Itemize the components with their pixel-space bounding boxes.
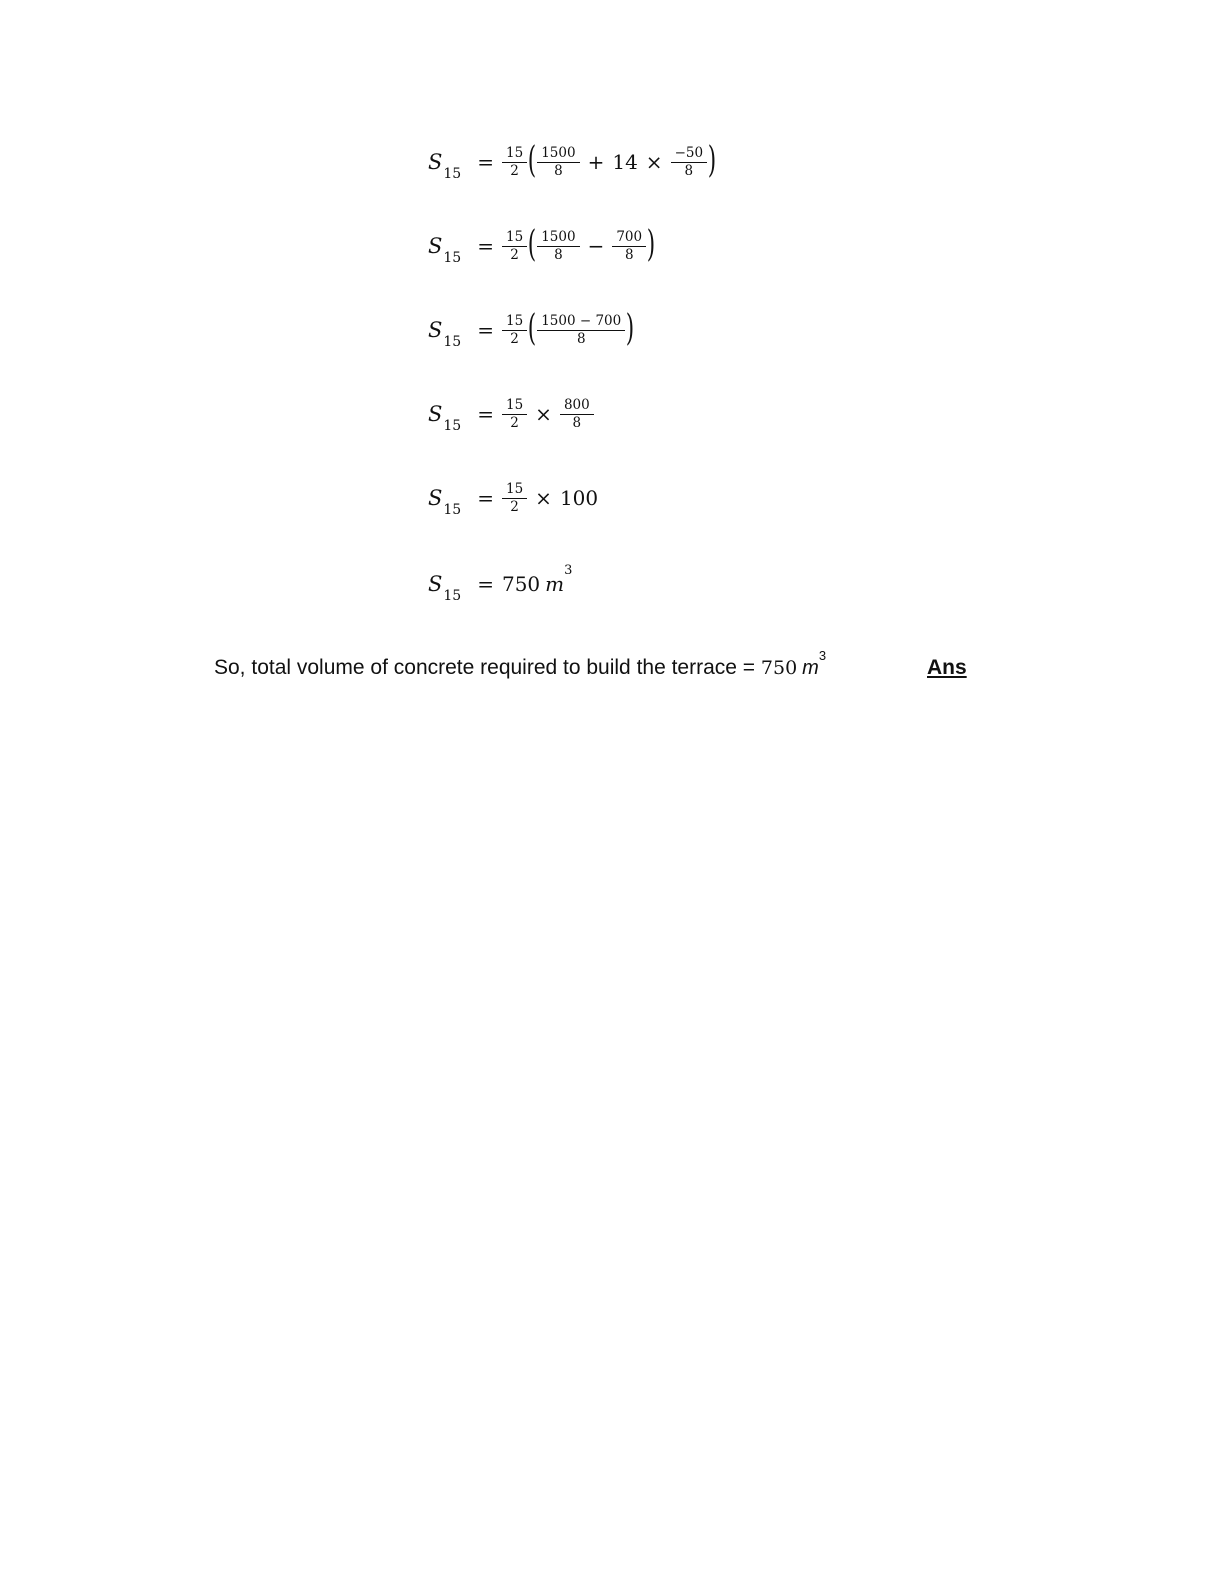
times: × xyxy=(535,486,552,510)
equals: = xyxy=(477,318,494,342)
open-paren: ( xyxy=(527,224,537,265)
equation-line-4 xyxy=(428,384,594,444)
subscript: 15 xyxy=(443,418,462,434)
conclusion-exponent: 3 xyxy=(818,648,827,663)
subscript: 15 xyxy=(443,250,462,266)
equation-line-2 xyxy=(428,216,656,276)
fraction: $\frac{700}{8}$ xyxy=(612,229,646,264)
close-paren: ) xyxy=(646,224,656,265)
fraction: $\frac{15}{2}$ xyxy=(502,229,527,264)
conclusion-value: 750 xyxy=(760,657,798,679)
fraction: $\frac{-50}{8}$ xyxy=(671,145,708,180)
equals: = xyxy=(477,150,494,174)
times: × xyxy=(535,402,552,426)
equals: = xyxy=(477,402,494,426)
equals: = xyxy=(477,234,494,258)
fraction: $\frac{15}{2}$ xyxy=(502,145,527,180)
plus: + xyxy=(587,150,605,174)
equation-line-6 xyxy=(428,554,572,614)
variable-s: S xyxy=(428,572,443,596)
subscript: 15 xyxy=(443,166,462,182)
equation-line-5 xyxy=(428,468,598,528)
fraction: $\frac{1500}{8}$ xyxy=(537,229,579,264)
fraction: $\frac{1500}{8}$ xyxy=(537,145,579,180)
fraction: $\frac{15}{2}$ xyxy=(502,397,527,432)
equation-line-1 xyxy=(428,132,717,192)
number: 100 xyxy=(559,486,599,510)
fraction: $\frac{800}{8}$ xyxy=(560,397,594,432)
close-paren: ) xyxy=(707,140,717,181)
fraction: $\frac{15}{2}$ xyxy=(502,313,527,348)
conclusion xyxy=(214,648,827,680)
variable-s: S xyxy=(428,150,443,174)
conclusion-text: So, total volume of concrete required to build the terrace = xyxy=(214,656,761,679)
variable-s: S xyxy=(428,318,443,342)
equation-line-3 xyxy=(428,300,635,360)
number: 14 xyxy=(612,150,638,174)
times: × xyxy=(645,150,663,174)
subscript: 15 xyxy=(443,334,462,350)
open-paren: ( xyxy=(527,308,537,349)
exponent: 3 xyxy=(564,562,573,578)
number: 750 xyxy=(501,572,541,596)
minus: − xyxy=(587,234,605,258)
subscript: 15 xyxy=(443,588,462,604)
equals: = xyxy=(477,486,494,510)
conclusion-unit: m xyxy=(802,657,819,679)
open-paren: ( xyxy=(527,140,537,181)
equals: = xyxy=(477,572,494,596)
answer-label: Ans xyxy=(927,656,967,679)
unit: m xyxy=(545,572,565,596)
variable-s: S xyxy=(428,486,443,510)
variable-s: S xyxy=(428,402,443,426)
close-paren: ) xyxy=(626,308,635,349)
variable-s: S xyxy=(428,234,443,258)
fraction: $\frac{15}{2}$ xyxy=(502,481,527,516)
subscript: 15 xyxy=(443,502,462,518)
fraction: $\frac{1500 - 700}{8}$ xyxy=(537,313,625,348)
